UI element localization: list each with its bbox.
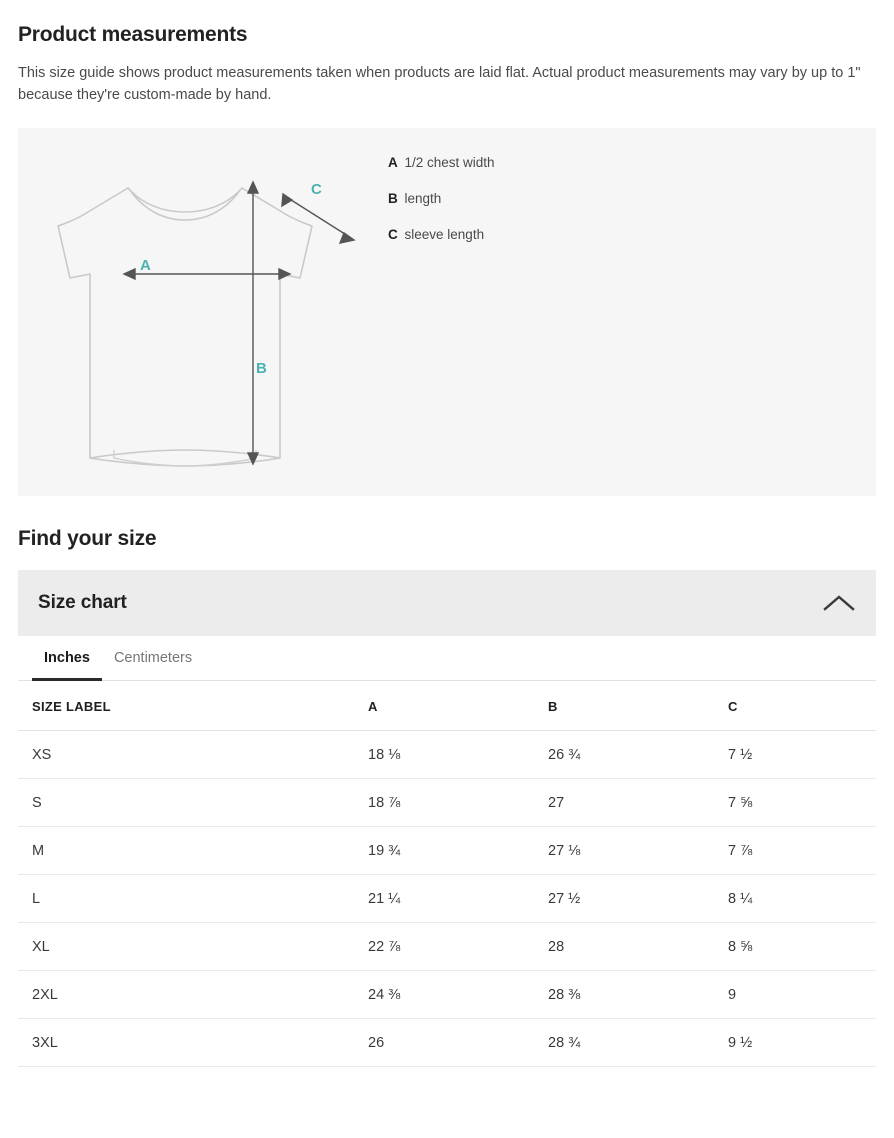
page-title: Product measurements xyxy=(18,23,248,46)
cell-a: 22 ⅞ xyxy=(368,923,548,971)
legend-key-c: C xyxy=(388,227,398,242)
measurement-illustration-panel xyxy=(18,128,876,496)
unit-tabs xyxy=(18,636,876,681)
table-row xyxy=(18,731,876,779)
tshirt-diagram xyxy=(18,128,388,496)
cell-size-label: S xyxy=(18,779,368,827)
legend-key-b: B xyxy=(388,191,398,206)
size-chart-table xyxy=(18,681,876,1067)
table-row xyxy=(18,1019,876,1067)
measurement-legend xyxy=(388,128,876,262)
intro-paragraph: This size guide shows product measurements taken when products are laid flat. Actual product measurements may vary by up to 1" because they're custom-made by hand. xyxy=(18,65,861,103)
diagram-label-c: C xyxy=(311,181,322,198)
legend-text-a: 1/2 chest width xyxy=(404,155,495,170)
cell-c: 8 ¼ xyxy=(728,875,876,923)
column-header-size-label: SIZE LABEL xyxy=(18,681,368,731)
table-row xyxy=(18,971,876,1019)
table-header-row xyxy=(18,681,876,731)
diagram-label-a: A xyxy=(140,257,151,274)
cell-c: 7 ⅝ xyxy=(728,779,876,827)
table-row xyxy=(18,875,876,923)
diagram-label-b: B xyxy=(256,360,267,377)
cell-a: 24 ⅜ xyxy=(368,971,548,1019)
table-row xyxy=(18,923,876,971)
size-chart-accordion-header[interactable] xyxy=(18,570,876,636)
column-header-a: A xyxy=(368,681,548,731)
legend-item xyxy=(388,226,876,244)
cell-a: 18 ⅞ xyxy=(368,779,548,827)
cell-size-label: 3XL xyxy=(18,1019,368,1067)
cell-b: 26 ¾ xyxy=(548,731,728,779)
cell-c: 9 ½ xyxy=(728,1019,876,1067)
cell-b: 27 ⅛ xyxy=(548,827,728,875)
cell-size-label: L xyxy=(18,875,368,923)
cell-size-label: XS xyxy=(18,731,368,779)
cell-b: 28 ¾ xyxy=(548,1019,728,1067)
tab-centimeters[interactable]: Centimeters xyxy=(113,650,193,666)
size-chart-title: Size chart xyxy=(38,592,127,613)
cell-a: 26 xyxy=(368,1019,548,1067)
tab-inches[interactable]: Inches xyxy=(32,636,102,681)
cell-c: 7 ½ xyxy=(728,731,876,779)
legend-text-b: length xyxy=(404,191,442,206)
chevron-up-icon[interactable] xyxy=(822,592,856,614)
find-your-size-title: Find your size xyxy=(18,527,157,550)
cell-a: 21 ¼ xyxy=(368,875,548,923)
cell-b: 28 xyxy=(548,923,728,971)
legend-item xyxy=(388,190,876,208)
table-row xyxy=(18,779,876,827)
cell-size-label: M xyxy=(18,827,368,875)
column-header-c: C xyxy=(728,681,876,731)
table-row xyxy=(18,827,876,875)
cell-a: 18 ⅛ xyxy=(368,731,548,779)
cell-c: 9 xyxy=(728,971,876,1019)
cell-a: 19 ¾ xyxy=(368,827,548,875)
cell-b: 27 ½ xyxy=(548,875,728,923)
tshirt-diagram-svg xyxy=(18,128,388,496)
cell-c: 7 ⅞ xyxy=(728,827,876,875)
cell-b: 28 ⅜ xyxy=(548,971,728,1019)
legend-key-a: A xyxy=(388,155,398,170)
size-guide-page xyxy=(0,22,894,1067)
column-header-b: B xyxy=(548,681,728,731)
legend-item xyxy=(388,154,876,172)
cell-size-label: 2XL xyxy=(18,971,368,1019)
legend-text-c: sleeve length xyxy=(404,227,485,242)
cell-c: 8 ⅝ xyxy=(728,923,876,971)
cell-size-label: XL xyxy=(18,923,368,971)
cell-b: 27 xyxy=(548,779,728,827)
